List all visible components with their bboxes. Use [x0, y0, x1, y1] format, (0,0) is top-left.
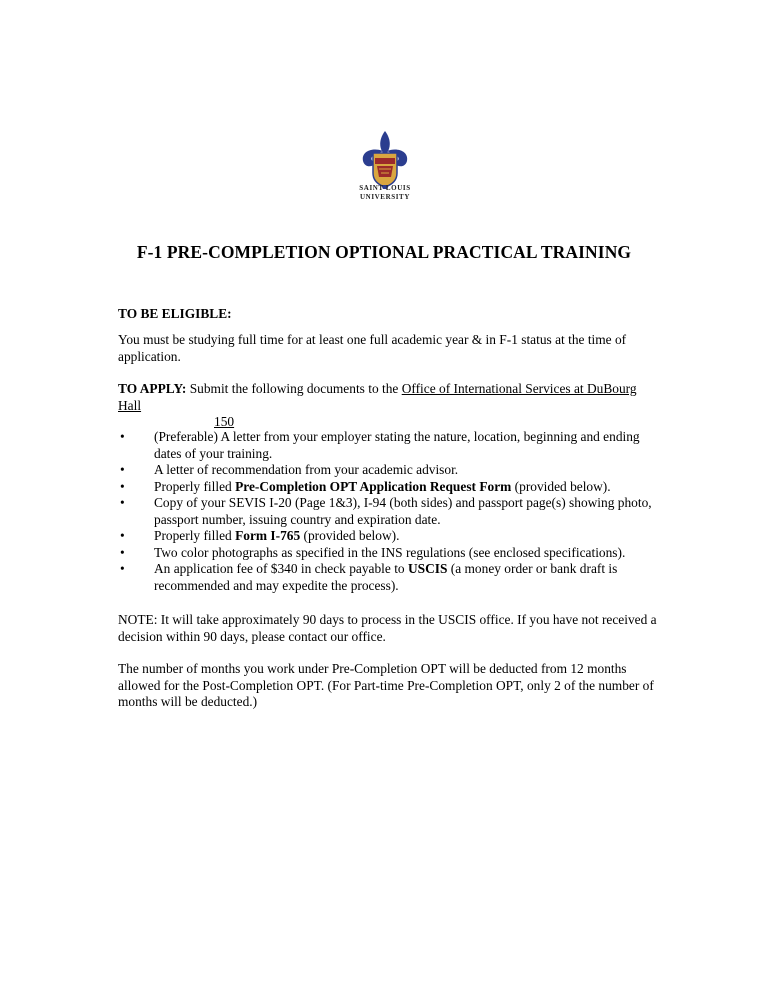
apply-label: TO APPLY:: [118, 381, 187, 396]
page-title: F-1 PRE-COMPLETION OPTIONAL PRACTICAL TRAINING: [136, 242, 632, 262]
eligible-heading: TO BE ELIGIBLE:: [118, 306, 232, 321]
logo-line-2: UNIVERSITY: [360, 193, 410, 201]
list-item: • A letter of recommendation from your academic advisor.: [118, 462, 658, 479]
logo-line-1: SAINT LOUIS: [359, 184, 411, 192]
list-item: • Two color photographs as specified in the INS regulations (see enclosed specifications).: [118, 545, 658, 562]
apply-paragraph: [118, 381, 658, 431]
office-link-line2[interactable]: 150: [214, 414, 235, 429]
months-deduction-text: The number of months you work under Pre-Completion OPT will be deducted from 12 months allowed for the Post-Completion OPT. (For Part-time Pre-Completion OPT, only 2 of the number of months will be deducted.): [118, 661, 654, 709]
eligible-text: You must be studying full time for at least one full academic year & in F-1 status at the time of application.: [118, 332, 627, 364]
processing-note: NOTE: It will take approximately 90 days to process in the USCIS office. If you have not received a decision within 90 days, please contact our office.: [118, 612, 657, 644]
document-list: [118, 429, 658, 594]
list-item: • Properly filled Form I-765 (provided below).: [118, 528, 658, 545]
list-item: • An application fee of $340 in check payable to USCIS (a money order or bank draft is recommended and may expedite the process).: [118, 561, 658, 594]
list-item: • (Preferable) A letter from your employer stating the nature, location, beginning and ending dates of your training.: [118, 429, 658, 462]
logo-wordmark: [340, 184, 430, 202]
list-item: • Copy of your SEVIS I-20 (Page 1&3), I-94 (both sides) and passport page(s) showing photo, passport number, issuing country and expiration date.: [118, 495, 658, 528]
office-link-line1[interactable]: Office of International Services at DuBourg Hall: [118, 381, 637, 413]
apply-text: Submit the following documents to the: [186, 381, 402, 396]
list-item: • Properly filled Pre-Completion OPT Application Request Form (provided below).: [118, 479, 658, 496]
